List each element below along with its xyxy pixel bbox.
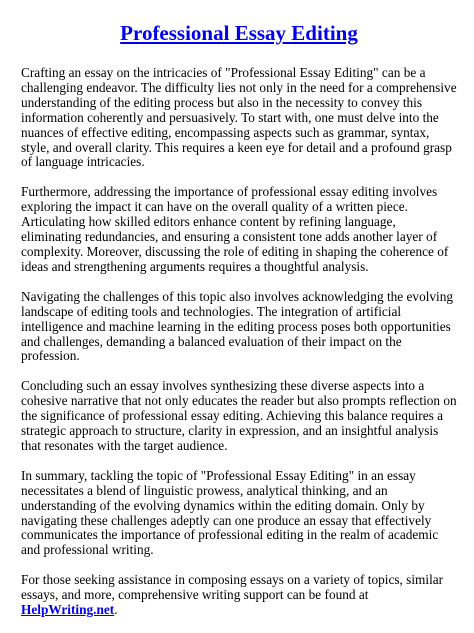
document-body — [21, 66, 457, 618]
helpwriting-link[interactable]: HelpWriting.net — [21, 602, 115, 618]
paragraph-2: Furthermore, addressing the importance of professional essay editing involves exploring the impact it can have on the overall quality of a written piece. Articulating how skilled editors enhance content by refining language, eliminating redundancies, and ensuring a consistent tone adds another layer of complexity. Moreover, discussing the role of editing in shaping the coherence of ideas and strengthening arguments requires a thoughtful analysis. — [21, 184, 449, 274]
paragraph-4: Concluding such an essay involves synthesizing these diverse aspects into a cohesive narrative that not only educates the reader but also prompts reflection on the significance of professional essay editing. Achieving this balance requires a strategic approach to structure, clarity in expression, and an insightful analysis that resonates with the target audience. — [21, 378, 457, 453]
paragraph-5: In summary, tackling the topic of "Professional Essay Editing" in an essay necessitates a blend of linguistic prowess, analytical thinking, and an understanding of the evolving dynamics within the editing domain. Only by navigating these challenges adeptly can one produce an essay that effectively communicates the importance of professional editing in the realm of academic and professional writing. — [21, 467, 439, 558]
closing-text: For those seeking assistance in composing essays on a variety of topics, similar essays, and more, comprehensive writing support can be found at — [21, 572, 444, 603]
document-page — [21, 0, 457, 633]
paragraph-1: Crafting an essay on the intricacies of "Professional Essay Editing" can be a challenging endeavor. The difficulty lies not only in the need for a comprehensive understanding of the editing process but also in the necessity to convey this information coherently and persuasively. To start with, one must delve into the nuances of effective editing, encompassing aspects such as grammar, syntax, style, and overall clarity. This requires a keen eye for detail and a profound grasp of language intricacies. — [21, 65, 457, 170]
title-link[interactable]: Professional Essay Editing — [120, 21, 358, 45]
page-title — [21, 20, 457, 46]
closing-paragraph — [21, 573, 457, 618]
closing-period: . — [114, 602, 118, 618]
paragraph-3: Navigating the challenges of this topic also involves acknowledging the evolving landscape of editing tools and technologies. The integration of artificial intelligence and machine learning in the editing process poses both opportunities and challenges, demanding a balanced evaluation of their impact on the profession. — [21, 288, 454, 364]
